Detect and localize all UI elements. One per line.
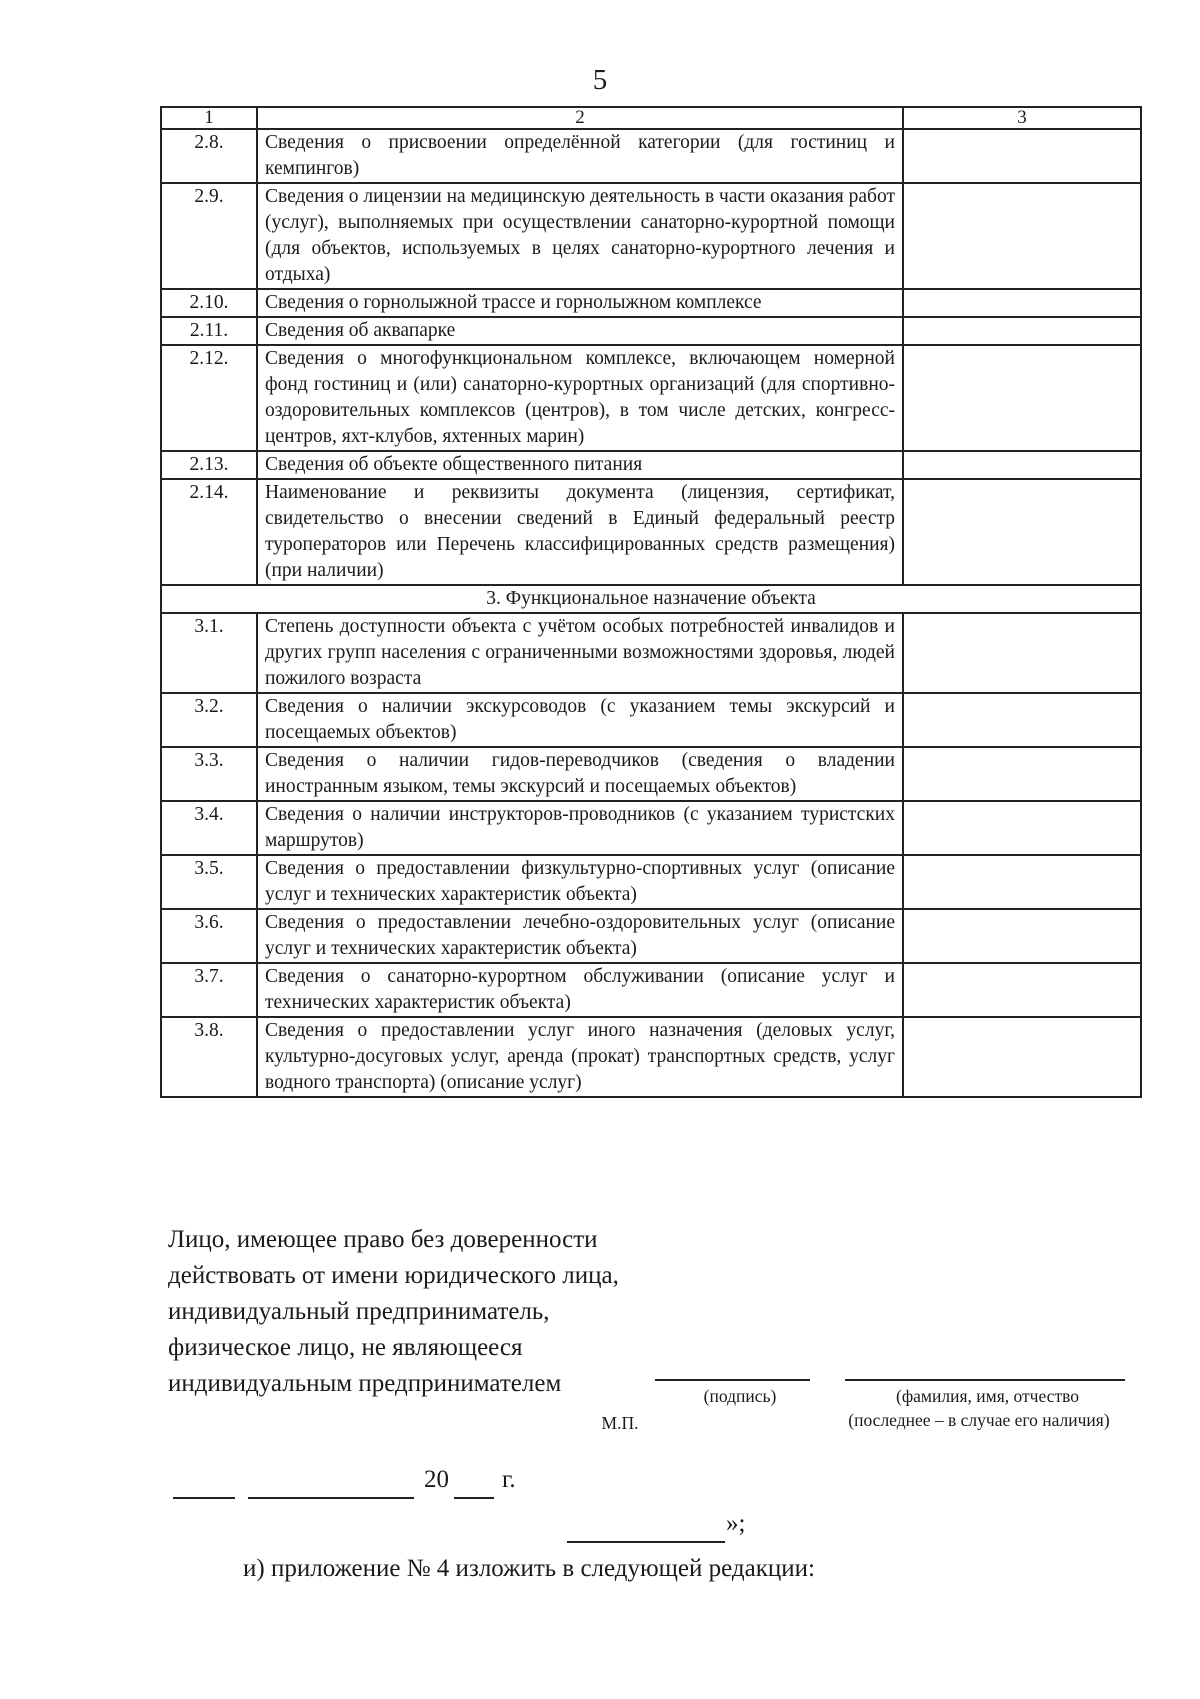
row-description: Сведения о наличии экскурсоводов (с указанием темы экскурсий и посещаемых объектов) <box>257 693 903 747</box>
row-number: 2.12. <box>161 345 257 451</box>
quote-end: »; <box>726 1510 746 1537</box>
table-row <box>161 345 1141 451</box>
row-description: Сведения о предоставлении лечебно-оздоровительных услуг (описание услуг и технических характеристик объекта) <box>257 909 903 963</box>
header-col-3: 3 <box>903 107 1141 129</box>
table-row <box>161 317 1141 345</box>
row-description: Сведения о санаторно-курортном обслуживании (описание услуг и технических характеристик объекта) <box>257 963 903 1017</box>
signatory-line: Лицо, имеющее право без доверенности <box>168 1226 598 1253</box>
signatory-line: физическое лицо, не являющееся <box>168 1334 523 1361</box>
row-description: Наименование и реквизиты документа (лицензия, сертификат, свидетельство о внесении сведений в Единый федеральный реестр туроператоров или Перечень классифицированных средств размещения) (при наличии) <box>257 479 903 585</box>
row-description: Сведения об аквапарке <box>257 317 903 345</box>
row-description: Сведения о лицензии на медицинскую деятельность в части оказания работ (услуг), выполняемых при осуществлении санаторно-курортной помощи (для объектов, используемых в целях санаторно-курортного лечения и отдыха) <box>257 183 903 289</box>
row-description: Сведения о присвоении определённой категории (для гостиниц и кемпингов) <box>257 129 903 183</box>
row-number: 3.4. <box>161 801 257 855</box>
row-number: 3.6. <box>161 909 257 963</box>
page-number: 5 <box>592 64 608 96</box>
row-value-cell[interactable] <box>903 613 1141 693</box>
row-value-cell[interactable] <box>903 479 1141 585</box>
header-col-1: 1 <box>161 107 257 129</box>
row-number: 3.2. <box>161 693 257 747</box>
row-value-cell[interactable] <box>903 747 1141 801</box>
day-line[interactable] <box>173 1497 235 1499</box>
table-row <box>161 747 1141 801</box>
row-description: Сведения об объекте общественного питания <box>257 451 903 479</box>
row-number: 2.13. <box>161 451 257 479</box>
signature-caption: (подпись) <box>703 1386 777 1406</box>
row-number: 3.5. <box>161 855 257 909</box>
row-description: Сведения о наличии гидов-переводчиков (сведения о владении иностранным языком, темы экскурсий и посещаемых объектов) <box>257 747 903 801</box>
table-row <box>161 289 1141 317</box>
signatory-description <box>168 1222 619 1402</box>
row-value-cell[interactable] <box>903 451 1141 479</box>
row-number: 3.7. <box>161 963 257 1017</box>
table-row <box>161 129 1141 183</box>
row-number: 3.3. <box>161 747 257 801</box>
year-line[interactable] <box>454 1497 494 1499</box>
row-number: 3.1. <box>161 613 257 693</box>
row-description: Степень доступности объекта с учётом особых потребностей инвалидов и других групп населения с ограниченными возможностями здоровья, людей пожилого возраста <box>257 613 903 693</box>
year-suffix: г. <box>502 1466 516 1493</box>
header-col-2: 2 <box>257 107 903 129</box>
signatory-line: индивидуальным предпринимателем <box>168 1370 562 1397</box>
signatory-line: действовать от имени юридического лица, <box>168 1262 619 1289</box>
row-description: Сведения о предоставлении физкультурно-спортивных услуг (описание услуг и технических характеристик объекта) <box>257 855 903 909</box>
row-value-cell[interactable] <box>903 963 1141 1017</box>
row-value-cell[interactable] <box>903 693 1141 747</box>
signature-line[interactable] <box>655 1379 810 1381</box>
table-row <box>161 479 1141 585</box>
row-value-cell[interactable] <box>903 317 1141 345</box>
signatory-line: индивидуальный предприниматель, <box>168 1298 550 1325</box>
row-value-cell[interactable] <box>903 129 1141 183</box>
row-value-cell[interactable] <box>903 801 1141 855</box>
stamp-placeholder: М.П. <box>601 1413 639 1433</box>
row-description: Сведения о горнолыжной трассе и горнолыжном комплексе <box>257 289 903 317</box>
row-number: 2.8. <box>161 129 257 183</box>
section-heading-row <box>161 585 1141 613</box>
row-value-cell[interactable] <box>903 1017 1141 1097</box>
table-row <box>161 451 1141 479</box>
table-row <box>161 855 1141 909</box>
row-number: 3.8. <box>161 1017 257 1097</box>
table-row <box>161 613 1141 693</box>
table-row <box>161 183 1141 289</box>
row-value-cell[interactable] <box>903 855 1141 909</box>
row-number: 2.9. <box>161 183 257 289</box>
table-row <box>161 909 1141 963</box>
table-row <box>161 1017 1141 1097</box>
year-prefix: 20 <box>424 1466 449 1493</box>
row-number: 2.10. <box>161 289 257 317</box>
amendment-text: и) приложение № 4 изложить в следующей редакции: <box>243 1555 815 1582</box>
row-value-cell[interactable] <box>903 289 1141 317</box>
row-number: 2.14. <box>161 479 257 585</box>
row-value-cell[interactable] <box>903 909 1141 963</box>
row-number: 2.11. <box>161 317 257 345</box>
object-info-table <box>160 106 1142 1098</box>
table-row <box>161 693 1141 747</box>
table-row <box>161 801 1141 855</box>
full-name-caption: (фамилия, имя, отчество <box>896 1386 1079 1406</box>
table-header-row <box>161 107 1141 129</box>
quote-end-line <box>567 1541 725 1543</box>
full-name-caption-note: (последнее – в случае его наличия) <box>848 1410 1110 1430</box>
row-value-cell[interactable] <box>903 345 1141 451</box>
row-description: Сведения о предоставлении услуг иного назначения (деловых услуг, культурно-досуговых услуг, аренда (прокат) транспортных средств, услуг водного транспорта) (описание услуг) <box>257 1017 903 1097</box>
row-description: Сведения о наличии инструкторов-проводников (с указанием туристских маршрутов) <box>257 801 903 855</box>
row-value-cell[interactable] <box>903 183 1141 289</box>
table-row <box>161 963 1141 1017</box>
row-description: Сведения о многофункциональном комплексе, включающем номерной фонд гостиниц и (или) санаторно-курортных организаций (для спортивно-оздоровительных комплексов (центров), в том числе детских, конгресс-центров, яхт-клубов, яхтенных марин) <box>257 345 903 451</box>
full-name-line[interactable] <box>845 1379 1125 1381</box>
month-line[interactable] <box>248 1497 414 1499</box>
section-title: 3. Функциональное назначение объекта <box>161 585 1141 613</box>
